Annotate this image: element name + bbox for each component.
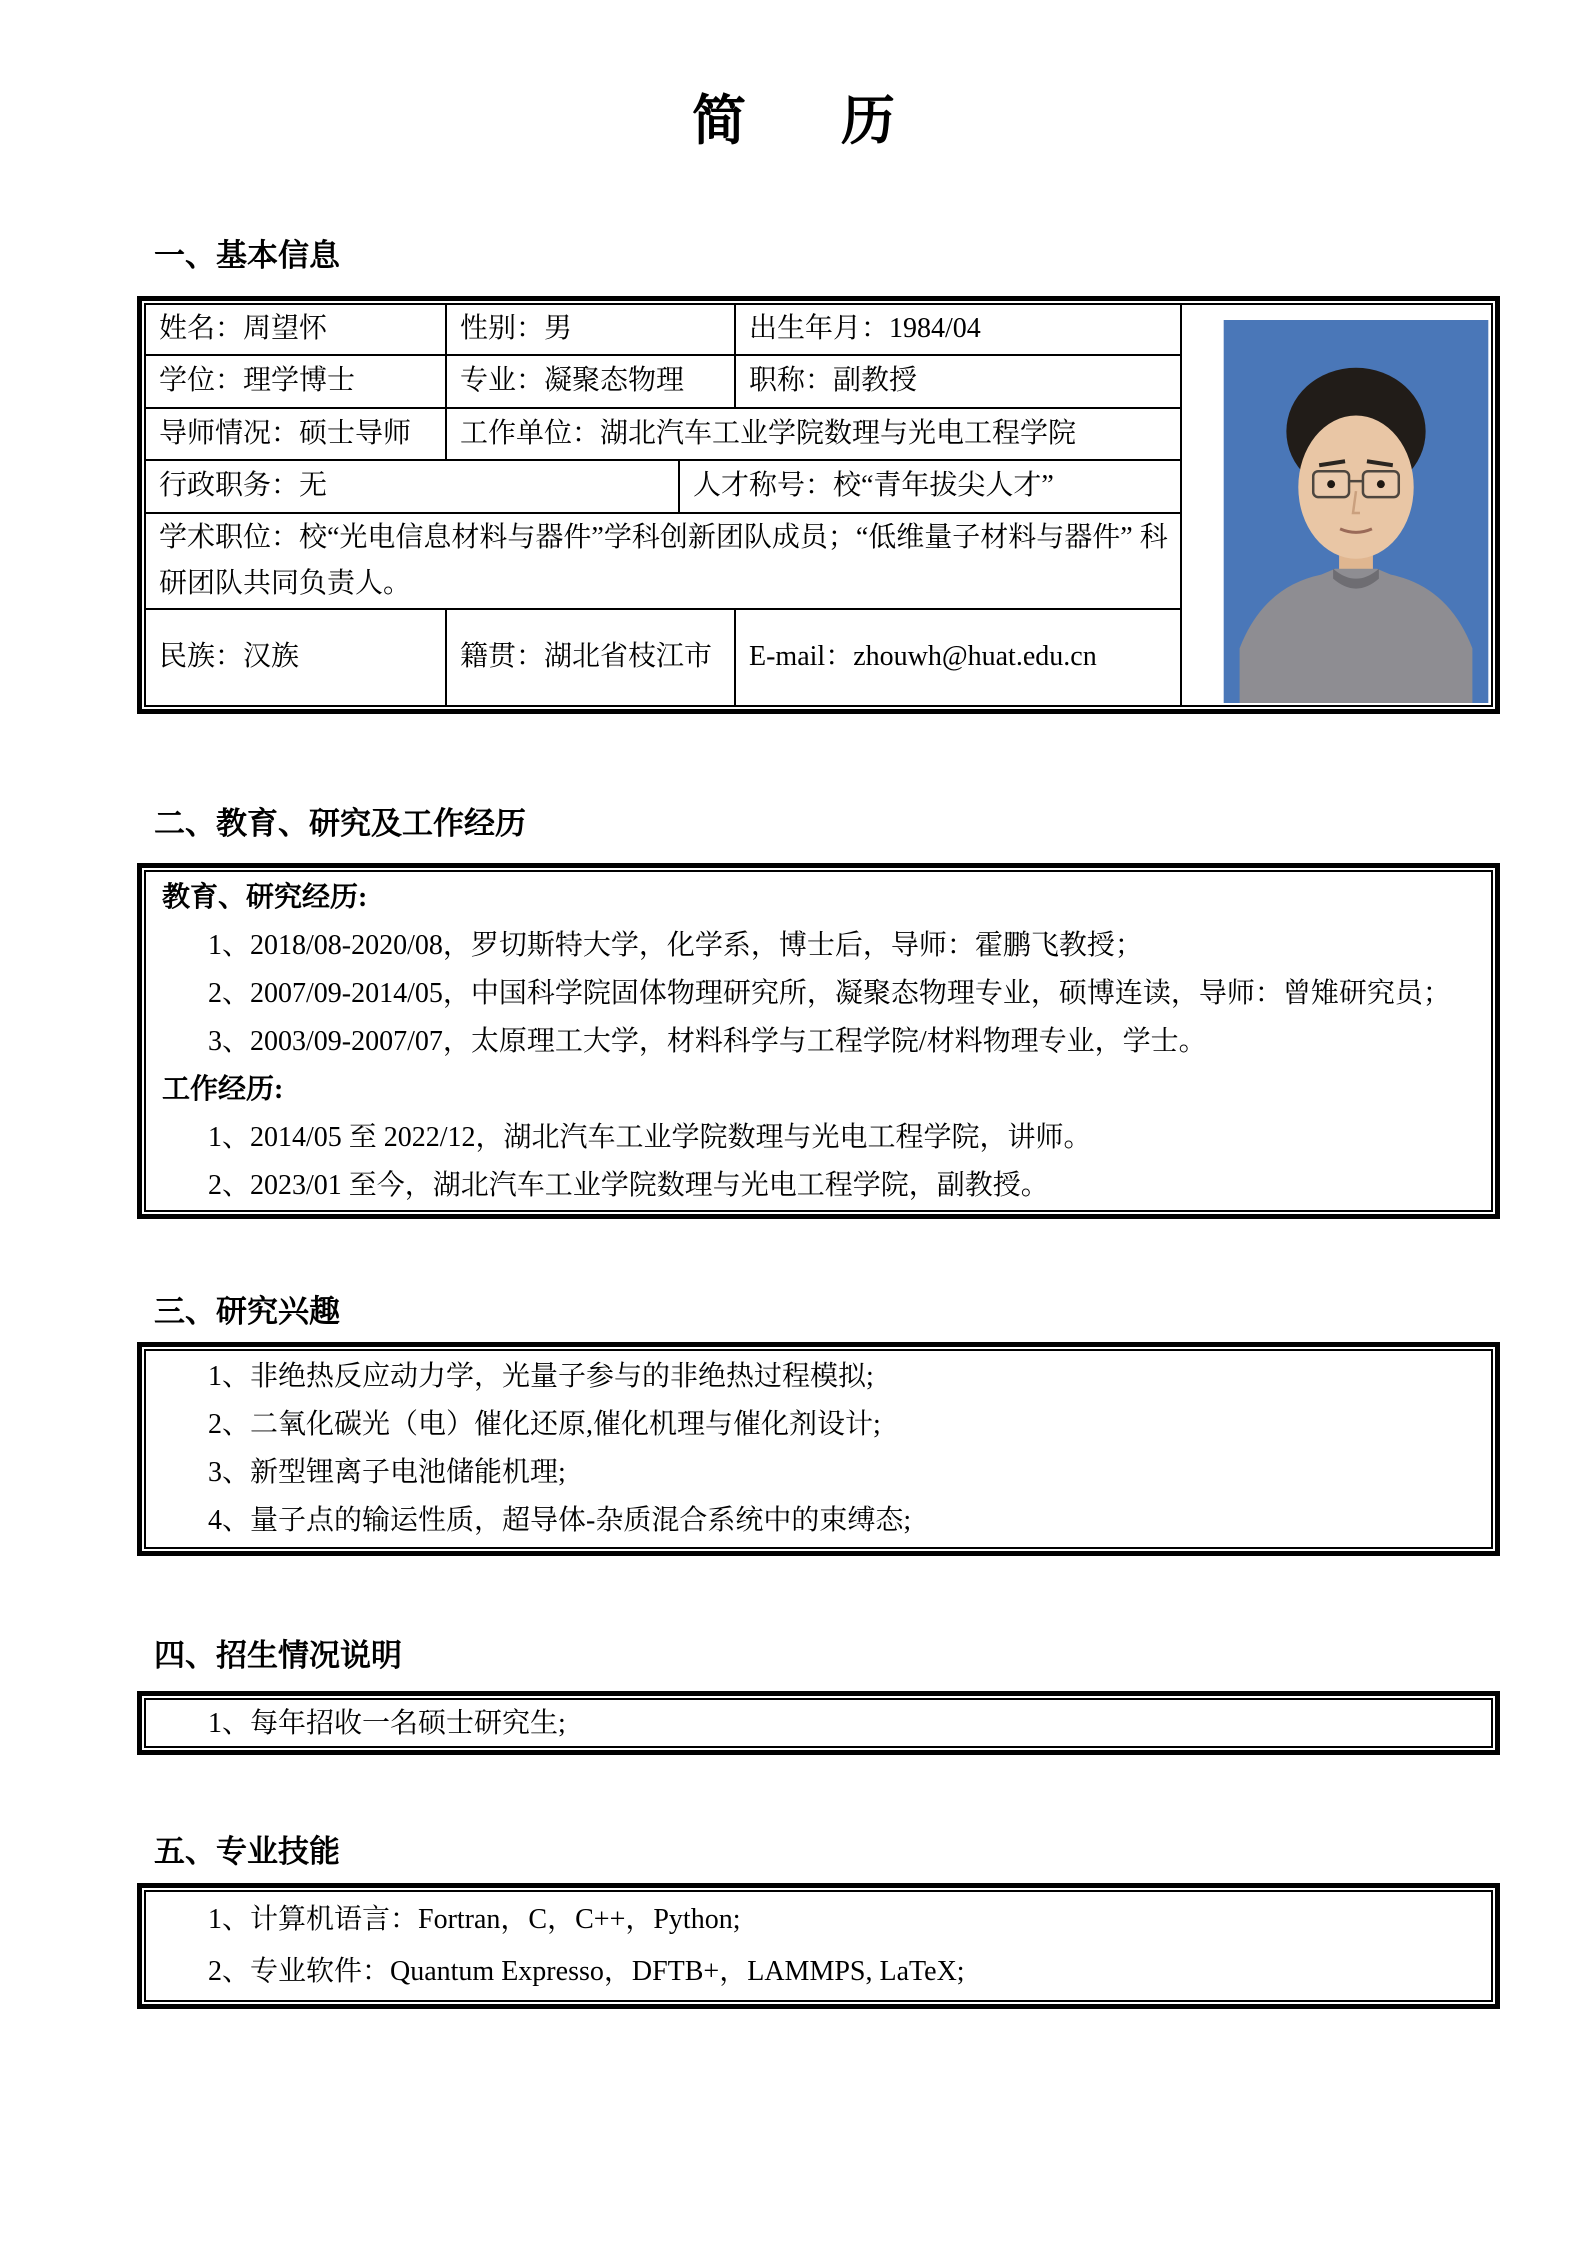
list-item: 1、每年招收一名硕士研究生; bbox=[208, 1708, 566, 1739]
skills-content bbox=[146, 1892, 1491, 2000]
admission-box-inner bbox=[144, 1698, 1493, 1748]
table-row bbox=[146, 610, 1182, 705]
cell-major: 专业：凝聚态物理 bbox=[447, 356, 736, 407]
table-row bbox=[146, 305, 1182, 356]
list-item: 2、2023/01 至今，湖北汽车工业学院数理与光电工程学院，副教授。 bbox=[208, 1170, 1049, 1201]
admission-box bbox=[137, 1691, 1500, 1755]
table-row bbox=[146, 409, 1182, 461]
experience-box-inner bbox=[144, 870, 1493, 1212]
education-label: 教育、研究经历: bbox=[162, 882, 368, 913]
basic-info-frame bbox=[137, 296, 1500, 714]
experience-box bbox=[137, 863, 1500, 1219]
list-item: 2、专业软件：Quantum Expresso，DFTB+，LAMMPS, LaTeX; bbox=[208, 1956, 965, 1987]
eye-right bbox=[1377, 480, 1385, 488]
cell-admin-post: 行政职务：无 bbox=[146, 461, 680, 512]
research-interests-box-inner bbox=[144, 1349, 1493, 1549]
table-row bbox=[146, 514, 1182, 610]
cell-name: 姓名：周望怀 bbox=[146, 305, 447, 354]
research-interests-content bbox=[146, 1351, 1491, 1547]
section-heading-basic-info: 一、基本信息 bbox=[154, 238, 340, 273]
list-item: 1、2018/08-2020/08，罗切斯特大学，化学系，博士后，导师：霍鹏飞教授； bbox=[208, 930, 1143, 961]
eye-left bbox=[1327, 480, 1335, 488]
cell-ethnicity: 民族：汉族 bbox=[146, 610, 447, 705]
list-item: 2、2007/09-2014/05，中国科学院固体物理研究所，凝聚态物理专业，硕博连读，导师：曾雉研究员； bbox=[208, 978, 1451, 1009]
list-item: 3、新型锂离子电池储能机理; bbox=[208, 1457, 566, 1488]
list-item: 1、计算机语言：Fortran，C，C++，Python; bbox=[208, 1904, 741, 1935]
table-row bbox=[146, 461, 1182, 514]
cell-gender: 性别：男 bbox=[447, 305, 736, 354]
cell-academic-post: 学术职位：校“光电信息材料与器件”学科创新团队成员；“低维量子材料与器件” 科研团队共同负责人。 bbox=[146, 514, 1182, 608]
id-photo bbox=[1223, 320, 1489, 703]
experience-content bbox=[146, 872, 1491, 1210]
cell-email: E-mail：zhouwh@huat.edu.cn bbox=[736, 610, 1182, 705]
cell-native-place: 籍贯：湖北省枝江市 bbox=[447, 610, 736, 705]
document-title bbox=[0, 78, 1587, 155]
list-item: 4、量子点的输运性质，超导体-杂质混合系统中的束缚态; bbox=[208, 1505, 912, 1536]
research-interests-box bbox=[137, 1342, 1500, 1556]
list-item: 1、2014/05 至 2022/12，湖北汽车工业学院数理与光电工程学院，讲师。 bbox=[208, 1122, 1092, 1153]
title-text: 历 bbox=[841, 91, 895, 151]
section-heading-research-interests: 三、研究兴趣 bbox=[154, 1294, 340, 1329]
cell-mentor-status: 导师情况：硕士导师 bbox=[146, 409, 447, 459]
cell-job-title: 职称：副教授 bbox=[736, 356, 1182, 407]
admission-content bbox=[146, 1700, 1491, 1746]
cell-degree: 学位：理学博士 bbox=[146, 356, 447, 407]
list-item: 2、二氧化碳光（电）催化还原,催化机理与催化剂设计; bbox=[208, 1409, 881, 1440]
cell-employer: 工作单位：湖北汽车工业学院数理与光电工程学院 bbox=[447, 409, 1182, 459]
section-heading-skills: 五、专业技能 bbox=[154, 1834, 340, 1869]
title-text: 简 bbox=[692, 91, 746, 151]
section-heading-experience: 二、教育、研究及工作经历 bbox=[154, 806, 526, 841]
basic-info-layout bbox=[146, 305, 1491, 705]
section-heading-admission: 四、招生情况说明 bbox=[154, 1638, 402, 1673]
list-item: 3、2003/09-2007/07，太原理工大学，材料科学与工程学院/材料物理专业，学士。 bbox=[208, 1026, 1207, 1057]
basic-info-table bbox=[146, 305, 1182, 705]
cell-birth-date: 出生年月：1984/04 bbox=[736, 305, 1182, 354]
work-label: 工作经历: bbox=[162, 1074, 284, 1105]
table-row bbox=[146, 356, 1182, 409]
list-item: 1、非绝热反应动力学，光量子参与的非绝热过程模拟; bbox=[208, 1361, 874, 1392]
skills-box-inner bbox=[144, 1890, 1493, 2002]
basic-info-frame-inner bbox=[144, 303, 1493, 707]
skills-box bbox=[137, 1883, 1500, 2009]
cell-talent-title: 人才称号：校“青年拔尖人才” bbox=[680, 461, 1182, 512]
